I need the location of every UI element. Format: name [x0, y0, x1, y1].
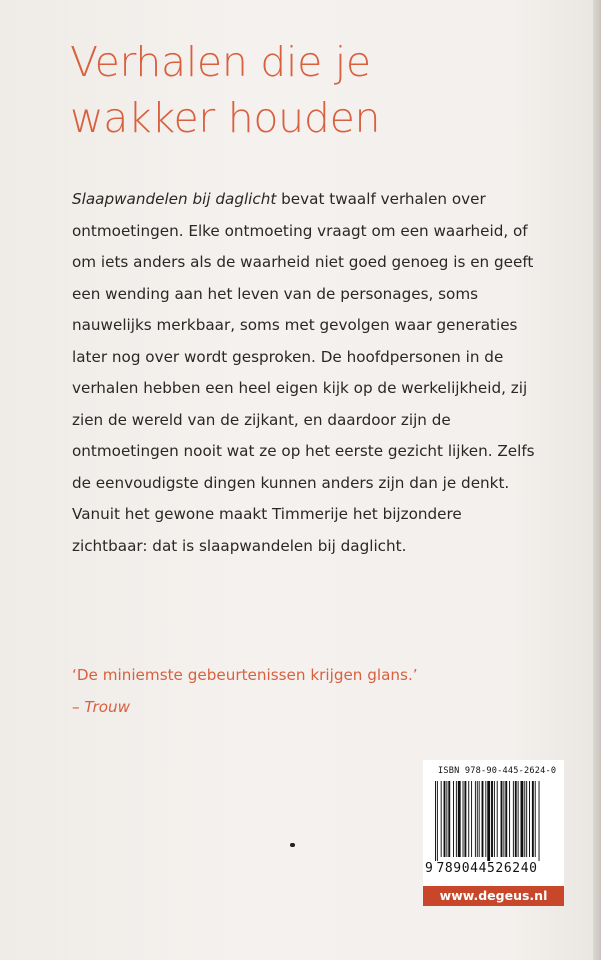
- blurb-text: bevat twaalf verhalen over ontmoetingen. Elke ontmoeting vraagt om een waarheid, of om iets anders als de waarheid niet goed genoeg is en geeft een wending aan het leven van de personages, soms nauwelijks merkbaar, soms met gevolgen waar generaties later nog over wordt gesproken. De hoofdpersonen in de verhalen hebben een heel eigen kijk op de werkelijkheid, zij zien de wereld van de zijkant, en daardoor zijn de ontmoetingen nooit wat ze op het eerste gezicht lijken. Zelfs de eenvoudigste dingen kunnen anders zijn dan je denkt. Vanuit het gewone maakt Timmerije het bijzondere zichtbaar: dat is slaapwandelen bij daglicht.: [72, 190, 535, 555]
- barcode-bar: [456, 781, 457, 857]
- barcode-bar: [503, 781, 504, 857]
- barcode-bar: [477, 781, 478, 857]
- blurb-paragraph: [72, 184, 542, 562]
- cover-title: [70, 34, 530, 146]
- barcode-bar: [475, 781, 476, 857]
- barcode-bar: [513, 781, 514, 857]
- ean-digits: [425, 861, 563, 876]
- barcode-bars: [435, 781, 557, 861]
- barcode-bar: [487, 781, 490, 861]
- cover-title-line-2: wakker houden: [70, 94, 381, 142]
- ean-group-1: 789044: [436, 861, 487, 876]
- ink-speck: [290, 843, 295, 847]
- barcode-bar: [479, 781, 480, 857]
- book-title-italic: Slaapwandelen bij daglicht: [72, 190, 277, 208]
- blurb: [72, 184, 542, 562]
- barcode-bar: [435, 781, 436, 861]
- barcode-bar: [509, 781, 510, 857]
- quote-text: ‘De miniemste gebeurtenissen krijgen glans.’: [72, 666, 418, 684]
- barcode-bar: [494, 781, 495, 857]
- barcode-bar: [505, 781, 507, 857]
- barcode-bar: [539, 781, 540, 861]
- barcode-bar: [441, 781, 442, 857]
- barcode-bar: [464, 781, 466, 857]
- barcode-bar: [444, 781, 446, 857]
- barcode-bar: [526, 781, 527, 857]
- barcode-bar: [448, 781, 450, 857]
- barcode-bar: [482, 781, 484, 857]
- barcode-panel: [423, 760, 564, 886]
- barcode-bar: [468, 781, 469, 857]
- barcode-bar: [518, 781, 519, 857]
- barcode-bar: [437, 781, 438, 861]
- barcode-bar: [515, 781, 517, 857]
- quote-source: – Trouw: [72, 697, 131, 716]
- barcode-bar: [458, 781, 461, 857]
- barcode-bar: [524, 781, 525, 857]
- barcode-bar: [485, 781, 486, 857]
- barcode-bar: [521, 781, 524, 857]
- barcode-bar: [463, 781, 464, 857]
- barcode-bar: [501, 781, 503, 857]
- barcode-bar: [471, 781, 472, 857]
- barcode-bar: [497, 781, 498, 857]
- barcode-bar: [453, 781, 454, 857]
- barcode-bar: [532, 781, 534, 857]
- ean-first-digit: 9: [425, 861, 434, 876]
- barcode-bar: [446, 781, 447, 857]
- cover-edge: [593, 0, 601, 960]
- barcode-bar: [529, 781, 530, 857]
- barcode-bar: [535, 781, 536, 857]
- publisher-url: www.degeus.nl: [423, 886, 564, 906]
- barcode-bar: [491, 781, 493, 857]
- cover-title-line-1: Verhalen die je: [70, 38, 371, 86]
- press-quote: [72, 660, 542, 723]
- ean-group-2: 526240: [487, 861, 538, 876]
- isbn-label: ISBN 978-90-445-2624-0: [438, 766, 557, 776]
